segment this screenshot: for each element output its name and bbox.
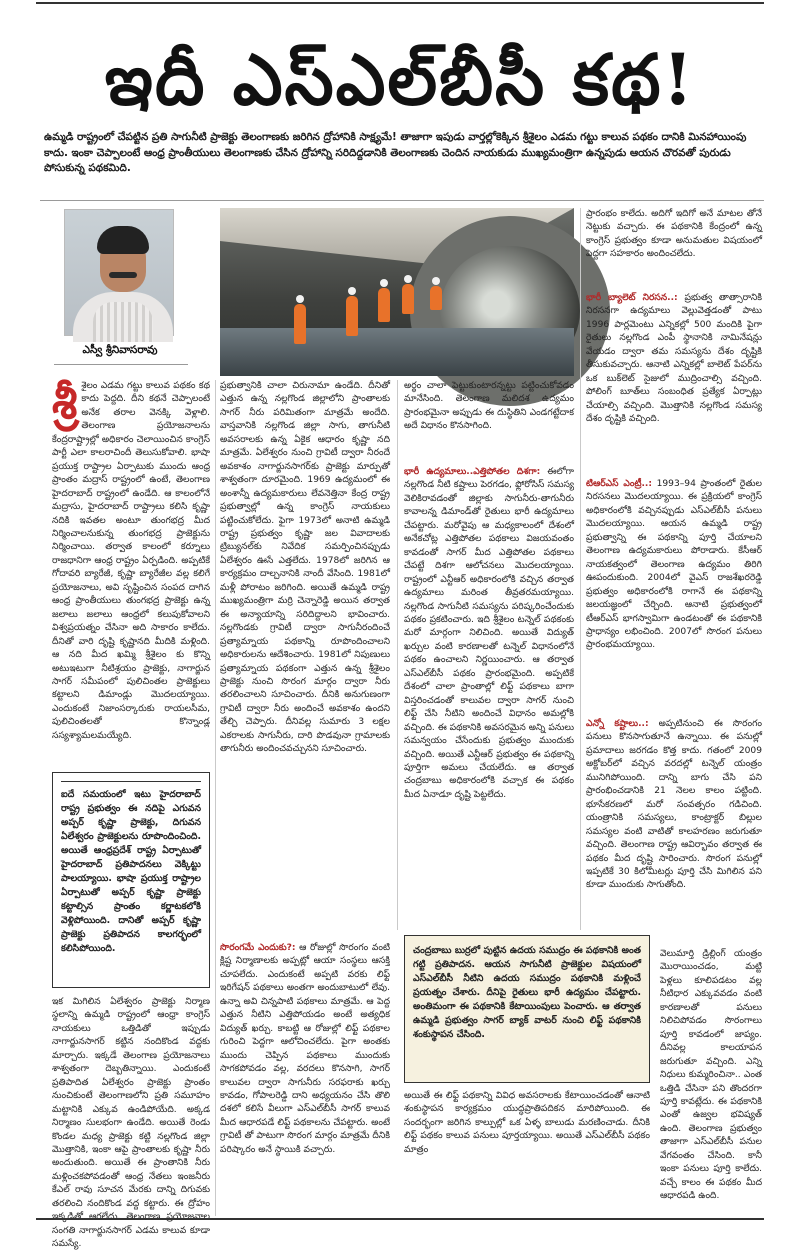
tunnel-photo — [220, 208, 574, 376]
byline-rule — [54, 364, 188, 365]
rescue-worker — [402, 284, 414, 314]
column-divider — [580, 208, 581, 930]
rescue-worker — [346, 296, 358, 336]
top-rule — [36, 2, 764, 4]
lead-rule — [40, 200, 764, 201]
drop-cap: శ్రీ — [52, 375, 78, 429]
column-3-section-text: ఈలోగా నల్లగొండ నీటి కష్టాలు పెరగడం, ఫ్లోరోసిస్ సమస్య వెలికిరావడంతో జిల్లాకు సాగునీరు-తాగునీరు కావాలన్న డిమాండ్‌తో రైతులు భారీ ఉద్యమాలు చేపట్టారు. మరోవైపు ఆ మధ్యకాలంలో దేశంలో అనేకచోట్ల ఎత్తిపోతల పథకాలు విజయవంతం కావడంతో సాగర్ మీద ఎత్తిపోతల పథకాలు చేపట్టే దిశగా ఆలోచనలు మొదలయ్యాయి. రాష్ట్రంలో ఎన్టీఆర్ అధికారంలోకి వచ్చిన తర్వాత ఉద్యమాలు మరింత తీవ్రతరమయ్యాయి. నల్లగొండ సాగునీటి సమస్యను పరిష్కరించేందుకు పథకం ప్రకటించారు. ఇది శ్రీశైలం టన్నెల్ పథకంకు మరో మార్గంగా నిలిచింది. అయితే విద్యుత్ ఖర్చుల వంటి కారణాలతో టన్నెల్ విధానంలోనే పథకం ఉంచాలని నిర్ణయించారు. ఆ తర్వాత ఎస్ఎల్‌బీసీ పథకం ప్రారంభమైంది. అప్పటికే దేశంలో చాలా ప్రాంతాల్లో లిఫ్ట్ పథకాలు బాగా విస్తరించడంతో కాలువల ద్వారా సాగర్ నుంచి లిఫ్ట్ చేసి నీటిని అందించే విధానం అమల్లోకి వచ్చింది. ఈ పథకానికి అవసరమైన అన్ని పనులు సమన్వయం చేసేందుకు ప్రభుత్వం ముందుకు వచ్చింది. అయితే ఎన్టీఆర్ ప్రభుత్వం ఈ పథకాన్ని పూర్తిగా అమలు చేయలేదు. ఆ తర్వాత చంద్రబాబు అధికారంలోకి వచ్చాక ఈ పథకం మీద ఏనాడూ దృష్టి పెట్టలేదు. — [404, 467, 574, 800]
tunnel-water — [220, 328, 574, 376]
column-4-section-3 — [586, 718, 762, 940]
column-4-section-1 — [586, 292, 762, 472]
rescue-worker — [430, 286, 442, 310]
rescue-worker — [294, 304, 306, 344]
column-divider — [397, 380, 398, 930]
headline: ఇదీ ఎస్‌ఎల్‌బీసీ కథ! — [104, 38, 696, 121]
subheading-why-tunnel: సొరంగమే ఎందుకు?: — [220, 943, 296, 953]
column-2: ప్రభుత్వానికి చాలా చిరునామా ఉండేది. దీనితో ఎత్తున ఉన్న నల్లగొండ జిల్లాలోని ప్రాంతాలకు సాగర్ నీరు పరిమితంగా మాత్రమే అందేది. వాస్తవానికి నల్లగొండ జిల్లా సాగు, తాగునీటి అవసరాలకు ఉన్న ఏకైక ఆధారం కృష్ణా నది మాత్రమే. ఏలేశ్వరం నుంచి గ్రావిటీ ద్వారా నీరందే అవకాశం నాగార్జునసాగర్‌కు ప్రాజెక్టు మార్పుతో శాశ్వతంగా దూరమైంది. 1969 ఉద్యమంలో ఈ అంశాన్నీ ఉద్యమకారులు లేవనెత్తినా కేంద్ర రాష్ట్ర ప్రభుత్వాల్లో ఉన్న కాంగ్రెస్ నాయకులు పట్టించుకోలేదు. ఫైగా 1973లో అనాటి ఉమ్మడి రాష్ట్ర ప్రభుత్వం కృష్ణా జల వివాదాలకు ట్రిబ్యునల్‌కు నివేదిక సమర్పించినప్పుడు ఏలేశ్వరం ఊసే ఎత్తలేదు. 1978లో జరిగిన ఆ కార్యక్రమం దాల్చనానికి నాందీ వేసింది. 1981లో మళ్లీ పోరాటం జరిగింది. అయితే ఉమ్మడి రాష్ట్ర ముఖ్యమంత్రిగా మర్రి చెన్నారెడ్డి అయిన తర్వాత ఈ అన్యాయాన్ని సరిదిద్దాలని భావించారు. నల్లగొండకు గ్రావిటీ ద్వారా సాగునీరందించే ప్రత్యామ్నాయ పథకాన్ని రూపొందించాలని అధికారులను ఆదేశించారు. 1981లో నిపుణులు ప్రత్యామ్నాయ పథకంగా ఎత్తున ఉన్న శ్రీశైలం ప్రాజెక్టు నుంచి సొరంగ మార్గం ద్వారా నీరు తరలించాలని సూచించారు. దీనికి అనుగుణంగా గ్రావిటీ ద్వారా నీరు అందించే అవకాశం ఉందని తేల్చి చెప్పారు. దీనివల్ల సుమారు 3 లక్షల ఎకరాలకు సాగునీరు, దారి పొడవునా గ్రామాలకు తాగునీరు అందించవచ్చునని సూచించారు. — [220, 381, 390, 755]
column-1-top — [52, 375, 210, 764]
column-2-section — [220, 942, 390, 1214]
subheading-many-hardships: ఎన్నో కష్టాలు..: — [586, 719, 649, 729]
column-1-text: శైలం ఎడమ గట్టు కాలువ పథకం కథ కాదు పెద్దది. దీని కథనే చెప్పాలంటే అనేక తరాల వెనక్కి వెళ్లాలి. తెలంగాణ ప్రయోజనాలను కేంద్రరాష్ట్రాల్లో అధికారం చెలాయించిన కాంగ్రెస్ పార్టీ ఎలా కాలరాచిందీ తెలుసుకోవాలి. భాషా ప్రయుక్త రాష్ట్రాల ఏర్పాటుకు ముందు ఆంధ్ర ప్రాంతం మద్రాస్ రాష్ట్రంలో ఉంటే, తెలంగాణ హైదరాబాద్ రాష్ట్రంలో ఉండేది. ఆ కాలంలోనే మద్రాసు, హైదరాబాద్ రాష్ట్రాలు కలిసి కృష్ణా నదికి ఇవతల అంటూ తుంగభద్ర మీద నిర్మించాలనుకున్న తుంగభద్ర ప్రాజెక్టును నిర్మించాయి. తర్వాత కాలంలో కర్నూలు రాజధానిగా ఆంధ్ర రాష్ట్రం ఏర్పడింది. అప్పటికే గోదావరి బ్యారేజీ, కృష్ణా బ్యారేజీల వల్ల కలిగే ప్రయోజనాలు, అవి సృష్టించిన సంపద దాగిన ఆంధ్ర ప్రాంతీయులు తుంగభద్ర ప్రాజెక్టు ఉన్న జలాలు జలాలు ఆంధ్రలో కలుపుకోవాలని విశ్వప్రయత్నం చేసినా అది సాకారం కాలేదు. దీనితో వారి దృష్టి కృష్ణానది మీదికి మళ్లింది. ఆ నది మీద ఖమ్మి శ్రీశైలం కు కొన్ని అటుఇటుగా నీటిశ్రయం ప్రాజెక్టు, నాగార్జున సాగర్ సమీపంలో పులిచింతల ప్రాజెక్టులు కట్టాలని డిమాండ్లు మొదలయ్యాయి. ఎందుకంటే నిజాంసర్కారుకు రాయలసీమ, పులిచింతలతో కొన్నాండ్ల సస్యశ్యామలమయ్యేది. — [52, 381, 210, 741]
author-photo — [64, 209, 174, 336]
column-3-top: అర్థం చాలా పెట్టుకుంటారన్నట్టు పట్టించుకోవడం మానేసింది. తెలంగాణ మలిదశ ఉద్యమం ప్రారంభమైనా అప్పుడు ఈ దుస్థితిని ఎండగట్టేదాక అదే విధానం కొనసాగింది. — [404, 381, 574, 432]
column-4-top: ప్రారంభం కాలేదు. అదిగో ఇదిగో అనే మాటల తోనే నెట్టుకు వచ్చారు. ఈ పథకానికి కేంద్రంలో ఉన్న కాంగ్రెస్ ప్రభుత్వం కూడా అనుమతుల విషయంలో పెద్దగా సహకారం అందించలేదు. — [586, 209, 762, 260]
author-mustache — [109, 272, 137, 278]
column-divider — [215, 380, 216, 1216]
column-3-bottom: అయితే ఈ లిఫ్ట్ పథకాన్ని వివిధ అవసరాలకు కేటాయించడంతో ఆనాటి శంకుస్థాపన కార్యక్రమం యుద్ధప్రాతిపదికన మారిపోయింది. ఈ సందర్భంగా జరిగిన కాల్పుల్లో ఒక ఏళ్ళ బాలుడు మరణించాడు. దీనికి లిఫ్ట్ పథకం కాలువ పనులు పూర్తయ్యాయి. అయితే ఎస్ఎల్‌బీసీ పథకం మాత్రం — [404, 1091, 650, 1155]
column-3-section — [404, 466, 574, 928]
column-4-section-1-text: ప్రభుత్వ తాత్సారానికి నిరసనగా ఉద్యమాలు వెల్లువెత్తడంతో పాటు 1996 పార్లమెంటు ఎన్నికల్లో 500 మందికి పైగా రైతులు నల్లగొండ ఎంపీ స్థానానికి నామినేషన్లు వేయడం ద్వారా తమ సమస్యను దేశం దృష్టికి తీసుకువచ్చారు. ఆనాటి ఎన్నికల్లో బాలెట్ పేపర్‌ను ఒక బుక్‌లెట్ సైజులో ముద్రించాల్సి వచ్చింది. పోలింగ్ బూత్‌లు సంబంధిత ప్రత్యేక ఏర్పాట్లు చేయాల్సి వచ్చింది. మొత్తానికి నల్లగొండ సమస్య దేశం దృష్టికి వచ్చింది. — [586, 293, 762, 425]
subheading-ballot-protest: భారీ బ్యాలెట్ నిరసన..: — [586, 293, 678, 303]
bottom-rule — [36, 1218, 764, 1220]
column-4-section-2-text: 1993–94 ప్రాంతంలో రైతుల నిరసనలు మొదలయ్యాయి. ఈ ప్రక్రియలో కాంగ్రెస్ అధికారంలోకి వచ్చినప్పుడు ఎస్ఎల్‌బీసీ పనులు మొదలయ్యాయి. ఆయన ఉమ్మడి రాష్ట్ర ప్రభుత్వాన్ని ఈ పథకాన్ని పూర్తి చేయాలని తెలంగాణ ఉద్యమకారులు పోరాడారు. కేసీఆర్ నాయకత్వంలో తెలంగాణ ఉద్యమం తిరిగి ఊపందుకుంది. 2004లో వైఎస్ రాజశేఖరరెడ్డి ప్రభుత్వం అధికారంలోకి రాగానే ఈ పథకాన్ని జలయజ్ఞంలో చేర్చింది. ఆనాటి ప్రభుత్వంలో టీఆర్ఎస్ భాగస్వామిగా ఉండటంతో ఈ పథకానికి ప్రాధాన్యం లభించింది. 2007లో సొరంగ పనులు ప్రారంభమయ్యాయి. — [586, 479, 762, 651]
column-4-section-3-text: అప్పటినుంచి ఈ సొరంగం పనులు కొనసాగుతూనే ఉన్నాయి. ఈ పనుల్లో ప్రమాదాలు జరగడం కొత్త కాదు. గతంలో 2009 అక్టోబర్‌లో వచ్చిన వరదల్లో టన్నెల్ యంత్రం మునిగిపోయింది. దాన్ని బాగు చేసి పని ప్రారంభించడానికి 21 నెలల కాలం పట్టింది. భూసేకరణలో మరో సంవత్సరం గడిచింది. యంత్రానికి సమస్యలు, కాంట్రాక్టర్ బిల్లుల సమస్యల వంటి వాటితో కాలహరణం జరుగుతూ వచ్చింది. తెలంగాణ రాష్ట్ర ఆవిర్భావం తర్వాత ఈ పథకం మీద దృష్టి సారించారు. సొరంగ పనుల్లో ఇప్పటికే 30 కిలోమీటర్లు పూర్తి చేసి మిగిలిన పని కూడా ముందుకు సాగుతోంది. — [586, 719, 762, 891]
pull-box-left — [52, 772, 210, 988]
author-hair — [97, 226, 149, 254]
column-4-section-2 — [586, 478, 762, 714]
rescue-worker — [378, 288, 390, 322]
pull-box-center — [404, 935, 650, 1083]
subheading-trs-entry: టిఆర్ఎస్ ఎంట్రీ..: — [586, 479, 653, 489]
pull-box-left-text: ఐదే సమయంలో ఇటు హైదరాబాద్ రాష్ట్ర ప్రభుత్వం ఈ నదిపై ఎగువన అప్పర్ కృష్ణా ప్రాజెక్టు, దిగువన ఏలేశ్వరం ప్రాజెక్టులను రూపొందించింది. అయితే ఆంధ్రప్రదేశ్ రాష్ట్ర ఏర్పాటుతో హైదరాబాద్ ప్రతిపాదనలు వెక్కిట్టు పాలయ్యాయి. భాషా ప్రయుక్త రాష్ట్రాల ఏర్పాటుతో అప్పర్ కృష్ణా ప్రాజెక్టు కట్టాల్సిన ప్రాంతం కర్ణాటకలోకి వెళ్లిపోయింది. దానితో అప్పర్ కృష్ణా ప్రాజెక్టు ప్రతిపాదన కాలగర్భంలో కలిసిపోయింది. — [61, 781, 201, 979]
column-2-section-text: ఆ రోజుల్లో సొరంగం వంటి క్లిష్ట నిర్మాణాలకు అప్పట్లో ఆయా సంస్థలు ఆసక్తి చూపలేదు. ఎందుకంటే అప్పటి వరకు లిఫ్ట్ ఇరిగేషన్ పథకాలు అంతగా అందుబాటులో లేవు. ఉన్నా అవి చిన్నపాటి పథకాలు మాత్రమే. ఆ పెద్ద ఎత్తున నీటిని ఎత్తిపోయడం అంటే అత్యధిక విద్యుత్ ఖర్చు. కాబట్టి ఆ రోజుల్లో లిఫ్ట్ పథకాల గురించి పెద్దగా ఆలోచించలేదు. పైగా అంతకు ముందు చెప్పిన పథకాలు ముందుకు సాగకపోవడం వల్ల, వరదలు కొనసాగి, సాగర్ కాలువల ద్వారా సాగునీరు సరఫరాకు ఖర్చు కావడం, గోపాలరెడ్డి దాని అధ్యయనం చేసి తొలి దశలో కలిసే వీలుగా ఎస్ఎల్‌బీసీ సాగర్ కాలువ మీద ఆధారపడే లిఫ్ట్ పథకాలను చేపట్టారు. అంటే గ్రావిటీ తో పాటుగా సొరంగ మార్గం మాత్రమే దీనికి పరిష్కారం అనే స్థాయికి వచ్చారు. — [220, 943, 390, 1155]
column-1-bottom: ఇక మిగిలిన ఏలేశ్వరం ప్రాజెక్టు నిర్మాణ స్థలాన్ని ఉమ్మడి రాష్ట్రంలో ఆంధ్రా కాంగ్రెస్ నాయకులు ఒత్తిడితో ఇప్పుడు నాగార్జునసాగర్ కట్టిన నందికొండ వద్దకు మార్చారు. ఇక్కడే తెలంగాణ ప్రయోజనాలు శాశ్వతంగా దెబ్బతిన్నాయి. ఎందుకంటే ప్రతిపాదిత ఏలేశ్వరం ప్రాజెక్టు ప్రాంతం నుంచికుంటే తెలంగాణలోని ప్రతి సమూహం మట్టానికి ఎక్కువ ఉండిపోయేది. అక్కడ నిర్మాణం సులభంగా ఉండేది. అయితే రెండు కొండల మధ్య ప్రాజెక్టు కట్టి నల్లగొండ జిల్లా మొత్తానికి, ఇంకా ఆపై ప్రాంతాలకు కృష్ణా నీరు అందుతుంది. అయితే ఈ ప్రాంతానికి నీరు మళ్లించకపోవడంతో ఆంధ్ర నేతలు ఇంజనీరు కేఎల్ రావు సూచన మేరకు దాన్ని దిగువకు తరలించి నందికొండ వద్ద కట్టారు. ఈ ద్రోహం సంగతి నాగార్జునసాగర్ ఎడమ కాలువ కూడా సమస్యే. — [52, 997, 210, 1250]
pull-box-center-text: చంద్రబాబు బుర్రలో పుట్టిన ఉదయ సముద్రం ఈ పథకానికి అంత గట్టి ప్రతిపాదన. ఆయన సాగునీటి ప్రాజెక్టుల విషయంలో ఎస్ఎల్‌బీసీ నీటిని ఉదయ సముద్రం పథకానికి మళ్లించే ప్రయత్నం చేశారు. దీనిపై రైతులు భారీ ఉద్యమం చేపట్టారు. అంతిమంగా ఈ పథకానికి కేటాయింపులు పెంచారు. ఆ తర్వాత ఉమ్మడి ప్రభుత్వం సాగర్ బ్యాక్ వాటర్ నుంచి లిఫ్ట్ పథకానికి శంకుస్థాపన చేసింది. — [413, 945, 641, 1040]
subheading-protests: భారీ ఉద్యమాలు..ఎత్తిపోతల దిశగా: — [404, 467, 541, 477]
lead-paragraph: ఉమ్మడి రాష్ట్రంలో చేపట్టిన ప్రతి సాగునీటి ప్రాజెక్టు తెలంగాణకు జరిగిన ద్రోహానికి సాక్ష్యమే! తాజాగా ఇపుడు వార్తల్లోకెక్కిన శ్రీశైలం ఎడమ గట్టు కాలువ పథకం దానికి మినహాయింపు కాదు. ఇంకా చెప్పాలంటే ఆంధ్ర ప్రాంతీయులు తెలంగాణకు చేసిన ద్రోహాన్ని సరిదిద్దడానికి తెలంగాణకు చెందిన నాయకుడు ముఖ్యమంత్రిగా ఉన్నపుడు ఆయన చొరవతో పురుడు పోసుకున్న పథకమిది. — [44, 131, 747, 174]
author-shirt — [73, 292, 173, 342]
author-byline: ఎస్వీ శ్రీనివాసరావు — [82, 344, 158, 356]
column-4-bottom: వెలుమార్తి డ్రిల్లింగ్ యంత్రం మొరాయించడం, మట్టి పెళ్లలు కూలిపడటం వల్ల నీటిధార ఎక్కువవడం వంటి కారణాలతో పనులు నిలిచిపోవడం సొరంగాలు పూర్తి కావడంలో జాప్యం. దీనివల్ల కాలయాపన జరుగుతూ వచ్చింది. ఎన్ని నిధులు కుమ్మరించినా.. ఎంత ఒత్తిడి చేసినా పని తొందరగా పూర్తి కావట్లేదు. ఈ పథకానికి ఎంతో ఉజ్వల భవిష్యత్ ఉంది. తెలంగాణ ప్రభుత్వం తాజాగా ఎస్ఎల్‌బీసీ పనుల వేగవంతం చేసింది. కానీ ఇంకా పనులు పూర్తి కాలేదు. వచ్చే కాలం ఈ పథకం మీద ఆధారపడి ఉంది. — [660, 949, 762, 1202]
